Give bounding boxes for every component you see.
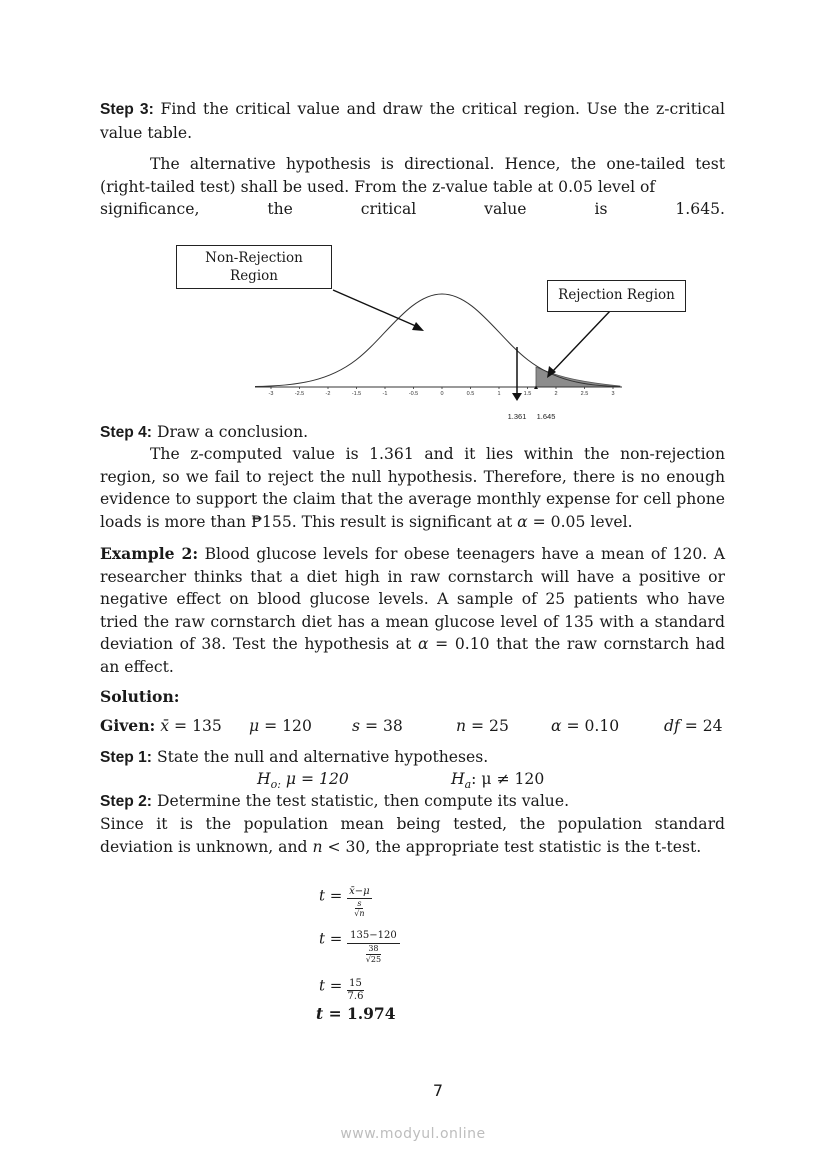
- denominator-denominator: √25: [365, 955, 382, 964]
- step3-label: Step 3:: [100, 101, 154, 118]
- step2-text: Determine the test statistic, then compute its value.: [152, 792, 570, 810]
- denominator-numerator: 38: [368, 944, 379, 953]
- t-symbol: t: [319, 976, 326, 995]
- normal-curve-figure: [0, 0, 826, 430]
- numerator: x̄−μ: [349, 886, 370, 897]
- given-label: Given:: [100, 716, 156, 735]
- example2-text: Blood glucose levels for obese teenagers have a mean of 120. A researcher thinks that a diet high in raw cornstarch will have a positive or negative effect on blood glucose levels. A sample of 25 patients who have tried the raw cornstarch diet has a mean glucose level of 135 with a standard deviation of 38. Test the hypothesis at: [100, 545, 725, 654]
- tick-label: -2: [325, 391, 331, 397]
- step4-label: Step 4:: [100, 424, 152, 441]
- s-symbol: s: [352, 717, 361, 735]
- given-s: [352, 715, 403, 738]
- rejection-label: Rejection Region: [558, 287, 675, 303]
- example2-label: Example 2:: [100, 544, 199, 563]
- t-symbol: t: [316, 1004, 324, 1023]
- alpha-symbol: α: [517, 512, 528, 531]
- word: significance,: [100, 200, 200, 218]
- step2-paragraph-text: Since it is the population mean being tested, the population standard deviation is unknown, and: [100, 815, 725, 856]
- non-rejection-arrow-head-icon: [412, 322, 424, 331]
- t-result-value: 1.974: [346, 1004, 396, 1023]
- xbar-value: = 135: [169, 717, 222, 735]
- solution-heading: Solution:: [100, 687, 180, 706]
- given-n: [456, 715, 509, 738]
- step4-paragraph: [100, 443, 725, 533]
- tick-label: 2: [554, 391, 558, 397]
- h0-symbol: H: [257, 770, 271, 788]
- h0-subscript: o:: [270, 778, 281, 792]
- example2-text-end: = 0.10 that the raw cornstarch had an effect.: [100, 635, 726, 676]
- given-alpha: [551, 715, 619, 738]
- denominator-numerator: s: [357, 899, 362, 908]
- non-rejection-label-line2: Region: [230, 268, 278, 284]
- formula-fraction: [347, 886, 372, 919]
- tick-label: -0.5: [408, 391, 419, 397]
- given-mu: [249, 715, 312, 738]
- tick-label: -1: [382, 391, 388, 397]
- rejection-arrow-line: [552, 310, 611, 372]
- mu-symbol: μ: [249, 717, 260, 735]
- equals: =: [325, 886, 348, 905]
- page-number: 7: [432, 1081, 444, 1100]
- mu-value: = 120: [259, 717, 312, 735]
- step2-heading: [100, 790, 725, 814]
- z-critical-label: 1.645: [536, 412, 556, 421]
- alpha-value: = 0.10: [561, 717, 620, 735]
- s-value: = 38: [360, 717, 403, 735]
- equals: =: [323, 1004, 347, 1023]
- formula-fraction: [347, 930, 400, 965]
- alpha-symbol: α: [551, 717, 562, 735]
- ha-statement: : μ ≠ 120: [471, 770, 545, 788]
- tick-label: 2.5: [580, 391, 589, 397]
- formula-line-2: [319, 922, 400, 964]
- word: 1.645.: [675, 200, 725, 218]
- tick-label: -1.5: [351, 391, 362, 397]
- formula-result: [316, 1004, 396, 1023]
- t-symbol: t: [319, 886, 326, 905]
- numerator: 15: [349, 978, 362, 989]
- alpha-symbol: α: [417, 635, 429, 654]
- tick-label: 0: [440, 391, 444, 397]
- df-symbol: df: [664, 717, 680, 735]
- equals: =: [325, 929, 348, 948]
- ha-subscript: a: [464, 778, 472, 792]
- step1-text: State the null and alternative hypotheses.: [152, 748, 489, 766]
- step4-paragraph-end: = 0.05 level.: [527, 512, 633, 531]
- denominator: 7.6: [347, 991, 364, 1002]
- x-axis-tick-labels: [269, 391, 615, 397]
- example2-paragraph: [100, 543, 725, 679]
- tick-label: 1: [497, 391, 501, 397]
- step4-heading: [100, 421, 725, 445]
- denominator-denominator: √n: [354, 909, 365, 918]
- denominator: [354, 899, 364, 919]
- tick-label: -3: [268, 391, 274, 397]
- word: critical: [360, 200, 417, 218]
- word: value: [484, 200, 527, 218]
- n-symbol: n: [312, 837, 323, 856]
- step1-label: Step 1:: [100, 749, 152, 766]
- given-df: [664, 715, 723, 738]
- tick-label: 0.5: [466, 391, 475, 397]
- step4-paragraph-text: The z-computed value is 1.361 and it lies within the non-rejection region, so we fail to reject the null hypothesis. Therefore, there is no enough evidence to support the claim that the average monthly expense for cell phone loads is more than ₱155. This result is significant at: [100, 445, 725, 531]
- watermark: www.modyul.online: [340, 1126, 486, 1142]
- n-value: = 25: [466, 717, 509, 735]
- formula-fraction: [347, 978, 364, 1003]
- step2-paragraph-end: < 30, the appropriate test statistic is the t-test.: [322, 837, 702, 856]
- denominator: [366, 944, 381, 965]
- df-value: = 24: [679, 717, 723, 735]
- step3-text: Find the critical value and draw the critical region. Use the z-critical value table.: [100, 100, 725, 142]
- ha-symbol: H: [451, 770, 465, 788]
- non-rejection-region-label-box: [176, 245, 332, 289]
- z-computed-arrow-head-icon: [512, 393, 522, 401]
- tick-label: 1.5: [523, 391, 532, 397]
- step2-paragraph: [100, 813, 725, 858]
- step2-label: Step 2:: [100, 793, 152, 810]
- formula-line-3: [319, 974, 364, 1002]
- step3-paragraph-text: The alternative hypothesis is directional. Hence, the one-tailed test (right-tailed test) shall be used. From the z-value table at 0.05 level of: [100, 155, 725, 196]
- t-symbol: t: [319, 929, 326, 948]
- h0-statement: μ = 120: [280, 770, 349, 788]
- xbar-symbol: x̄: [160, 717, 170, 735]
- non-rejection-label-line1: Non-Rejection: [205, 250, 303, 266]
- n-symbol: n: [456, 717, 467, 735]
- word: the: [267, 200, 293, 218]
- non-rejection-arrow-line: [333, 290, 418, 327]
- step4-text: Draw a conclusion.: [152, 423, 309, 441]
- given-line: [100, 715, 740, 738]
- word: is: [594, 200, 608, 218]
- numerator: 135−120: [347, 930, 400, 944]
- rejection-region-label-box: [547, 280, 686, 312]
- z-computed-label: 1.361: [507, 412, 527, 421]
- step1-heading: [100, 746, 725, 770]
- formula-line-1: [319, 880, 372, 918]
- tick-label: 3: [611, 391, 615, 397]
- tick-label: -2.5: [294, 391, 305, 397]
- equals: =: [325, 976, 348, 995]
